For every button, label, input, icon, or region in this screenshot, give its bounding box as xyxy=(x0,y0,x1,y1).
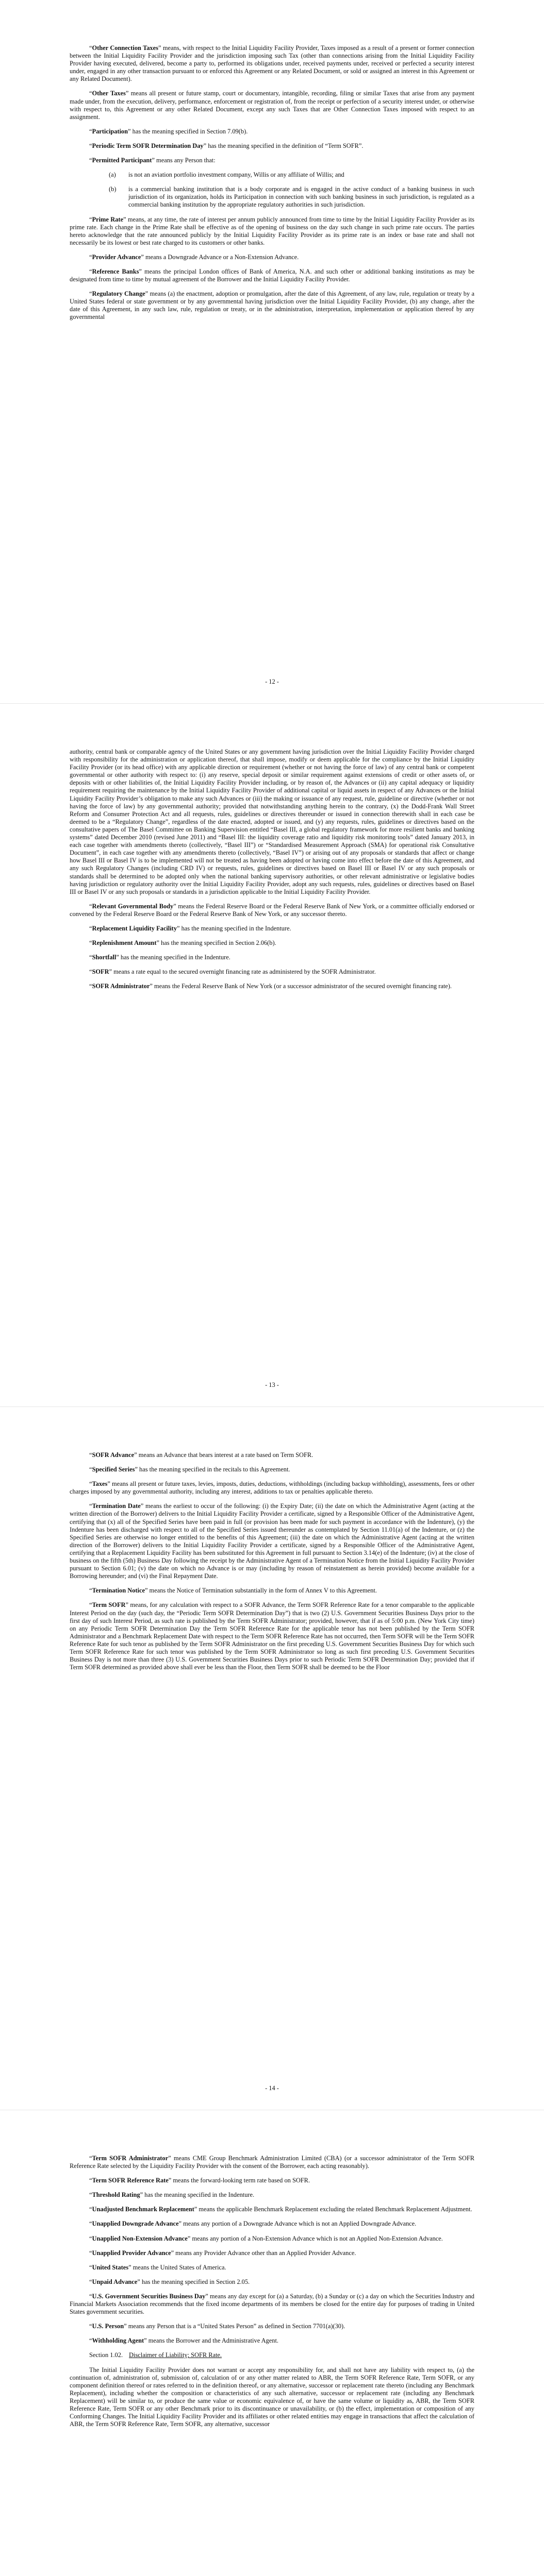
defined-term: SOFR Administrator xyxy=(92,982,150,990)
defined-term: Other Connection Taxes xyxy=(92,44,158,52)
defined-term: SOFR xyxy=(92,968,109,976)
definition-paragraph: “Specified Series” has the meaning specified in the recitals to this Agreement. xyxy=(89,1466,290,1473)
paragraph-text: means, with respect to the Initial Liquidity Facility Provider, Taxes imposed as a result of a present or former connection between the Initial Liquidity Facility Provider and the jurisdiction imposing such Tax (other than connections arising from the Initial Liquidity Facility Provider having executed, delivered, become a party to, performed its obligations under, received payments under, received or perfected a security interest under, engaged in any other transaction pursuant to or enforced this Agreement or any Related Document, or sold or assigned an interest in this Agreement or any Related Document). xyxy=(70,44,474,83)
definition-paragraph: “Term SOFR” means, for any calculation with respect to a SOFR Advance, the Term SOFR Reference Rate for a tenor comparable to the applicable Interest Period on the day (such day, the “Periodic Term SOFR Determination Day”) that is two (2) U.S. Government Securities Business Days prior to the first day of such Interest Period, as such rate is published by the Term SOFR Administrator; provided, however, that if as of 5:00 p.m. (New York City time) on any Periodic Term SOFR Determination Day the Term SOFR Reference Rate for the applicable tenor has not been published by the Term SOFR Administrator and a Benchmark Replacement Date with respect to the Term SOFR Reference Rate has not occurred, then Term SOFR will be the Term SOFR Reference Rate for such tenor as published by the Term SOFR Administrator on the first preceding U.S. Government Securities Business Day for which such Term SOFR Reference Rate for such tenor was published by the Term SOFR Administrator so long as such first preceding U.S. Government Securities Business Day is not more than three (3) U.S. Government Securities Business Days prior to such Periodic Term SOFR Determination Day; provided that if Term SOFR determined as provided above shall ever be less than the Floor, then Term SOFR shall be deemed to be the Floor xyxy=(70,1601,474,1671)
defined-term: U.S. Government Securities Business Day xyxy=(92,2292,206,2300)
paragraph-text: has the meaning specified in the Indenture. xyxy=(179,924,291,932)
defined-term: Participation xyxy=(92,127,128,135)
definition-paragraph: “Other Taxes” means all present or future stamp, court or documentary, intangible, recording, filing or similar Taxes that arise from any payment made under, from the execution, delivery, performance, enforcement or registration of, from the receipt or perfection of a security interest under, or otherwise with respect to, this Agreement or any other Related Document, except any such Taxes that are Other Connection Taxes imposed with respect to an assignment. xyxy=(70,90,474,121)
definition-paragraph: “Withholding Agent” means the Borrower and the Administrative Agent. xyxy=(89,2337,278,2345)
defined-term: Shortfall xyxy=(92,954,117,961)
list-item xyxy=(109,185,474,209)
definition-paragraph: “Unapplied Non-Extension Advance” means any portion of a Non-Extension Advance which is not an Applied Non-Extension Advance. xyxy=(89,2234,443,2242)
paragraph-text: means the Borrower and the Administrative Agent. xyxy=(146,2337,278,2345)
paragraph-text: means any Person that is a “United States Person” as defined in Section 7701(a)(30). xyxy=(126,2323,345,2330)
defined-term: Term SOFR xyxy=(92,1601,126,1609)
definition-paragraph: “Prime Rate” means, at any time, the rate of interest per annum publicly announced from time to time by the Initial Liquidity Facility Provider as its prime rate. Each change in the Prime Rate shall be effective as of the opening of business on the day such change in such prime rate occurs. The parties hereto acknowledge that the rate announced publicly by the Initial Liquidity Facility Provider as its prime rate is an index or base rate and shall not necessarily be its lowest or best rate charged to its customers or other banks. xyxy=(70,215,475,246)
definition-paragraph: “U.S. Government Securities Business Day” means any day except for (a) a Saturday, (b) a Sunday or (c) a day on which the Securities Industry and Financial Markets Association recommends that the fixed income departments of its members be closed for the entire day for purposes of trading in United States government securities. xyxy=(70,2292,475,2316)
definition-paragraph: “Threshold Rating” has the meaning specified in the Indenture. xyxy=(89,2191,255,2199)
page-number: - 14 - xyxy=(265,2084,279,2092)
defined-term: Permitted Participant xyxy=(92,157,152,164)
paragraph-text: has the meaning specified in the Indenture. xyxy=(119,954,230,961)
paragraph-text: has the meaning specified in Section 7.09(b). xyxy=(130,127,248,135)
definition-paragraph: “Termination Notice” means the Notice of Termination substantially in the form of Annex V to this Agreement. xyxy=(89,1587,377,1595)
paragraph-text: means any day except for (a) a Saturday, (b) a Sunday or (c) a day on which the Securities Industry and Financial Markets Association recommends that the fixed income departments of its members be closed for the entire day for purposes of trading in United States government securities. xyxy=(70,2292,475,2316)
paragraph-text: means a Downgrade Advance or a Non-Extension Advance. xyxy=(143,253,299,261)
definition-paragraph: “Taxes” means all present or future taxes, levies, imposts, duties, deductions, withholdings (including backup withholding), assessments, fees or other charges imposed by any governmental authority, including any interest, additions to tax or penalties applicable thereto. xyxy=(70,1480,474,1496)
paragraph xyxy=(70,748,474,896)
list-item xyxy=(109,171,474,179)
defined-term: Taxes xyxy=(92,1480,108,1488)
defined-term: Regulatory Change xyxy=(92,290,145,298)
paragraph-text: means, for any calculation with respect to a SOFR Advance, the Term SOFR Reference Rate for a tenor comparable to the applicable Interest Period on the day (such day, the “Periodic Term SOFR Determination Day”) that is two (2) U.S. Government Securities Business Days prior to the first day of such Interest Period, as such rate is published by the Term SOFR Administrator; provided, however, that if as of 5:00 p.m. (New York City time) on any Periodic Term SOFR Determination Day the Term SOFR Reference Rate for the applicable tenor has not been published by the Term SOFR Administrator and a Benchmark Replacement Date with respect to the Term SOFR Reference Rate has not occurred, then Term SOFR will be the Term SOFR Reference Rate for such tenor as published by the Term SOFR Administrator on the first preceding U.S. Government Securities Business Day for which such Term SOFR Reference Rate for such tenor was published by the Term SOFR Administrator so long as such first preceding U.S. Government Securities Business Day is not more than three (3) U.S. Government Securities Business Days prior to such Periodic Term SOFR Determination Day; provided that if Term SOFR determined as provided above shall ever be less than the Floor, then Term SOFR shall be deemed to be the Floor xyxy=(70,1601,474,1671)
definition-paragraph: “Unapplied Downgrade Advance” means any portion of a Downgrade Advance which is not an Applied Downgrade Advance. xyxy=(89,2220,417,2228)
paragraph-text: means the earliest to occur of the following: (i) the Expiry Date; (ii) the date on which the Administrative Agent (acting at the written direction of the Borrower) delivers to the Initial Liquidity Facility Provider a certificate, signed by a Responsible Officer of the Administrative Agent, certifying that (x) all of the Specified Series have been paid in full (or provision has been made for such payment in accordance with the Indenture), (y) the Indenture has been discharged with respect to all of the Specified Series issued thereunder as contemplated by Section 11.01(a) of the Indenture, or (z) the Specified Series are otherwise no longer entitled to the benefits of this Agreement; (iii) the date on which the Administrative Agent (acting at the written direction of the Borrower) delivers to the Initial Liquidity Facility Provider a certificate, signed by a Responsible Officer of the Administrative Agent, certifying that a Replacement Liquidity Facility has been substituted for this Agreement in full pursuant to Section 3.14(e) of the Indenture; (iv) at the close of business on the fifth (5th) Business Day following the receipt by the Administrative Agent of a Termination Notice from the Initial Liquidity Facility Provider pursuant to Section 6.01; (v) the date on which no Advance is or may (including by reason of reinstatement as herein provided) become available for a Borrowing hereunder; and (vi) the Final Repayment Date. xyxy=(70,1502,475,1580)
paragraph-text: means all present or future taxes, levies, imposts, duties, deductions, withholdings (including backup withholding), assessments, fees or other charges imposed by any governmental authority, including any interest, additions to tax or penalties applicable thereto. xyxy=(70,1480,474,1496)
paragraph-text: means the United States of America. xyxy=(131,2263,226,2271)
document-page xyxy=(0,0,544,703)
list-item-label: (b) xyxy=(109,185,117,193)
paragraph-text: means the principal London offices of Bank of America, N.A. and such other or additional banking institutions as may be designated from time to time by mutual agreement of the Borrower and the Initial Liquidity Facility Provider. xyxy=(70,267,474,283)
definition-paragraph: “Term SOFR Administrator” means CME Group Benchmark Administration Limited (CBA) (or a successor administrator of the Term SOFR Reference Rate selected by the Liquidity Facility Provider with the consent of the Borrower, each acting reasonably). xyxy=(70,2155,474,2170)
definition-paragraph: “Participation” has the meaning specified in Section 7.09(b). xyxy=(89,127,248,135)
paragraph-text: means the forward-looking term rate based on SOFR. xyxy=(171,2177,310,2184)
paragraph-text: authority, central bank or comparable agency of the United States or any government having jurisdiction over the Initial Liquidity Facility Provider charged with responsibility for the administration or application thereof, that shall impose, modify or deem applicable for the compliance by the Initial Liquidity Facility Provider (or its head office) with any applicable direction or requirement (whether or not having the force of law) of any central bank or competent governmental or other authority with respect to: (i) any reserve, special deposit or similar requirement against extensions of credit or other assets of, or deposits with or other liabilities of, the Initial Liquidity Facility Provider including, or by reason of, the Advances or (ii) any capital adequacy or liquidity requirement requiring the maintenance by the Initial Liquidity Facility Provider of additional capital or liquid assets in respect of any Advances or the Initial Liquidity Facility Provider’s obligation to make any such Advances or (iii) the making or issuance of any request, rule, guideline or directive (whether or not having the force of law) by any governmental authority; provided that notwithstanding anything herein to the contrary, (x) the Dodd-Frank Wall Street Reform and Consumer Protection Act and all requests, rules, guidelines or directives thereunder or issued in connection therewith shall in each case be deemed to be a “Regulatory Change”, regardless of the date enacted, adopted or issued, and (y) any requests, rules, guidelines or directives based on the consultative papers of The Basel Committee on Banking Supervision entitled “Basel III, a global regulatory framework for more resilient banks and banking systems” dated December 2010 (revised June 2011) and “Basel III: the liquidity coverage ratio and liquidity risk monitoring tools” dated January 2013, in each case together with amendments thereto (collectively, “Basel III”) or “Standardised Measurement Approach (SMA) for operational risk Consultative Document”, in each case together with any amendments thereto (collectively, “Basel IV”) or arising out of any proposals or standards that affect or change how Basel III or Basel IV is to be implemented will not be treated as having been adopted or having come into effect before the date of this Agreement, and any such Regulatory Changes (including CRD IV) or requests, rules, guidelines or directives based on Basel III or Basel IV or any such proposals or standards shall be determined to be adopted only when the national banking supervisory authorities, or other relevant administrative or legislative bodies having jurisdiction or regulatory authority over the Initial Liquidity Facility Provider, adopt any such requests, rules, guidelines or directives based on Basel III or Basel IV or any such proposals or standards in a jurisdiction applicable to the Initial Liquidity Facility Provider. xyxy=(70,748,474,895)
definition-paragraph: “Regulatory Change” means (a) the enactment, adoption or promulgation, after the date of this Agreement, of any law, rule, regulation or treaty by a United States federal or state government or by any governmental having jurisdiction over the Initial Liquidity Facility Provider, (b) any change, after the date of this Agreement, in any such law, rule, regulation or treaty, or in the administration, interpretation, implementation or application thereof by any governmental xyxy=(70,290,474,321)
paragraph-text: means CME Group Benchmark Administration Limited (CBA) (or a successor administrator of the Term SOFR Reference Rate selected by the Liquidity Facility Provider with the consent of the Borrower, each acting reasonably). xyxy=(70,2155,474,2170)
definition-paragraph: “Replacement Liquidity Facility” has the meaning specified in the Indenture. xyxy=(89,924,291,932)
defined-term: U.S. Person xyxy=(92,2323,124,2330)
defined-term: Relevant Governmental Body xyxy=(92,902,174,910)
definition-paragraph: “United States” means the United States of America. xyxy=(89,2263,226,2271)
definition-paragraph: “Term SOFR Reference Rate” means the forward-looking term rate based on SOFR. xyxy=(89,2177,310,2184)
section-heading xyxy=(89,2351,474,2359)
defined-term: Unadjusted Benchmark Replacement xyxy=(92,2206,194,2213)
defined-term: Unapplied Downgrade Advance xyxy=(92,2220,179,2228)
defined-term: Withholding Agent xyxy=(92,2337,144,2345)
defined-term: Term SOFR Administrator xyxy=(92,2155,169,2162)
paragraph-text: means any Provider Advance other than an Applied Provider Advance. xyxy=(174,2249,356,2257)
document-page xyxy=(0,2110,544,2576)
definition-paragraph: “Replenishment Amount” has the meaning specified in Section 2.06(b). xyxy=(89,939,276,947)
definition-paragraph: “Relevant Governmental Body” means the Federal Reserve Board or the Federal Reserve Bank of New York, or a committee officially endorsed or convened by the Federal Reserve Board or the Federal Reserve Bank of New York, or any successor thereto. xyxy=(70,902,474,918)
definition-paragraph: “Unapplied Provider Advance” means any Provider Advance other than an Applied Provider Advance. xyxy=(89,2249,356,2257)
paragraph-text: means, at any time, the rate of interest per annum publicly announced from time to time by the Initial Liquidity Facility Provider as its prime rate. Each change in the Prime Rate shall be effective as of the opening of business on the day such change in such prime rate occurs. The parties hereto acknowledge that the rate announced publicly by the Initial Liquidity Facility Provider as its prime rate is an index or base rate and shall not necessarily be its lowest or best rate charged to its customers or other banks. xyxy=(70,215,475,246)
page-number: - 12 - xyxy=(265,678,279,685)
defined-term: Other Taxes xyxy=(92,90,126,97)
list-item-text: is not an aviation portfolio investment company, Willis or any affiliate of Willis; and xyxy=(128,171,344,179)
defined-term: Term SOFR Reference Rate xyxy=(92,2177,169,2184)
paragraph-text: means the Federal Reserve Board or the Federal Reserve Bank of New York, or a committee officially endorsed or convened by the Federal Reserve Board or the Federal Reserve Bank of New York, or any successor thereto. xyxy=(70,902,474,918)
defined-term: Termination Date xyxy=(92,1502,141,1510)
defined-term: Unapplied Provider Advance xyxy=(92,2249,171,2257)
defined-term: Replenishment Amount xyxy=(92,939,157,947)
paragraph-text: has the meaning specified in the definition of “Term SOFR”. xyxy=(206,142,364,149)
paragraph-text: means an Advance that bears interest at a rate based on Term SOFR. xyxy=(137,1451,314,1459)
paragraph-text: means any portion of a Non-Extension Advance which is not an Applied Non-Extension Advance. xyxy=(190,2234,443,2242)
section-title: Disclaimer of Liability; SOFR Rate. xyxy=(129,2351,222,2359)
defined-term: Reference Banks xyxy=(92,267,139,275)
paragraph-text: means any portion of a Downgrade Advance which is not an Applied Downgrade Advance. xyxy=(182,2220,417,2228)
paragraph-text: means a rate equal to the secured overnight financing rate as administered by the SOFR Administrator. xyxy=(112,968,376,976)
defined-term: Periodic Term SOFR Determination Day xyxy=(92,142,204,149)
section-number: Section 1.02. xyxy=(89,2351,123,2359)
definition-paragraph: “Periodic Term SOFR Determination Day” has the meaning specified in the definition of “Term SOFR”. xyxy=(89,142,364,149)
paragraph-text: means all present or future stamp, court or documentary, intangible, recording, filing or similar Taxes that arise from any payment made under, from the execution, delivery, performance, enforcement or registration of, from the receipt or perfection of a security interest under, or otherwise with respect to, this Agreement or any other Related Document, except any such Taxes that are Other Connection Taxes imposed with respect to an assignment. xyxy=(70,90,474,121)
paragraph-text: has the meaning specified in Section 2.06(b). xyxy=(159,939,276,947)
document-page xyxy=(0,1406,544,2110)
defined-term: Provider Advance xyxy=(92,253,141,261)
definition-paragraph: “Reference Banks” means the principal London offices of Bank of America, N.A. and such other or additional banking institutions as may be designated from time to time by mutual agreement of the Borrower and the Initial Liquidity Facility Provider. xyxy=(70,267,474,283)
definition-paragraph: “Termination Date” means the earliest to occur of the following: (i) the Expiry Date; (ii) the date on which the Administrative Agent (acting at the written direction of the Borrower) delivers to the Initial Liquidity Facility Provider a certificate, signed by a Responsible Officer of the Administrative Agent, certifying that (x) all of the Specified Series have been paid in full (or provision has been made for such payment in accordance with the Indenture), (y) the Indenture has been discharged with respect to all of the Specified Series issued thereunder as contemplated by Section 11.01(a) of the Indenture, or (z) the Specified Series are otherwise no longer entitled to the benefits of this Agreement; (iii) the date on which the Administrative Agent (acting at the written direction of the Borrower) delivers to the Initial Liquidity Facility Provider a certificate, signed by a Responsible Officer of the Administrative Agent, certifying that a Replacement Liquidity Facility has been substituted for this Agreement in full pursuant to Section 3.14(e) of the Indenture; (iv) at the close of business on the fifth (5th) Business Day following the receipt by the Administrative Agent of a Termination Notice from the Initial Liquidity Facility Provider pursuant to Section 6.01; (v) the date on which no Advance is or may (including by reason of reinstatement as herein provided) become available for a Borrowing hereunder; and (vi) the Final Repayment Date. xyxy=(70,1502,475,1580)
defined-term: Unpaid Advance xyxy=(92,2278,138,2285)
paragraph-text: The Initial Liquidity Facility Provider does not warrant or accept any responsibility for, and shall not have any liability with respect to, (a) the continuation of, administration of, submission of, calculation of or any other matter related to ABR, the Term SOFR Reference Rate, Term SOFR, or any component definition thereof or rates referred to in the definition thereof, or any alternative, successor or replacement rate thereto (including any Benchmark Replacement), including whether the composition or characteristics of any such alternative, successor or replacement rate (including any Benchmark Replacement) will be similar to, or produce the same value or economic equivalence of, or have the same volume or liquidity as, ABR, the Term SOFR Reference Rate, Term SOFR or any other Benchmark prior to its discontinuance or unavailability, or (b) the effect, implementation or composition of any Conforming Changes. The Initial Liquidity Facility Provider and its affiliates or other related entities may engage in transactions that affect the calculation of ABR, the Term SOFR Reference Rate, Term SOFR, any alternative, successor xyxy=(70,2366,474,2428)
definition-paragraph: “Unadjusted Benchmark Replacement” means the applicable Benchmark Replacement excluding the related Benchmark Replacement Adjustment. xyxy=(89,2206,472,2213)
defined-term: Replacement Liquidity Facility xyxy=(92,924,177,932)
paragraph-text: means any Person that: xyxy=(154,157,216,164)
defined-term: Prime Rate xyxy=(92,215,123,223)
definition-paragraph: “SOFR” means a rate equal to the secured overnight financing rate as administered by the SOFR Administrator. xyxy=(89,968,376,976)
page-number: - 13 - xyxy=(265,1381,279,1388)
paragraph xyxy=(70,2366,474,2429)
paragraph-text: means (a) the enactment, adoption or promulgation, after the date of this Agreement, of any law, rule, regulation or treaty by a United States federal or state government or by any governmental having jurisdiction over the Initial Liquidity Facility Provider, (b) any change, after the date of this Agreement, in any such law, rule, regulation or treaty, or in the administration, interpretation, implementation or application thereof by any governmental xyxy=(70,290,474,321)
definition-paragraph: “Permitted Participant” means any Person that: xyxy=(89,157,216,164)
definition-paragraph: “Other Connection Taxes” means, with respect to the Initial Liquidity Facility Provider, Taxes imposed as a result of a present or former connection between the Initial Liquidity Facility Provider and the jurisdiction imposing such Tax (other than connections arising from the Initial Liquidity Facility Provider having executed, delivered, become a party to, performed its obligations under, received payments under, received or perfected a security interest under, engaged in any other transaction pursuant to or enforced this Agreement or any Related Document, or sold or assigned an interest in this Agreement or any Related Document). xyxy=(70,44,474,83)
paragraph-text: means the Federal Reserve Bank of New York (or a successor administrator of the secured overnight financing rate). xyxy=(152,982,452,990)
defined-term: SOFR Advance xyxy=(92,1451,135,1459)
document-page xyxy=(0,703,544,1406)
paragraph-text: has the meaning specified in Section 2.05. xyxy=(140,2278,250,2285)
definition-paragraph: “Unpaid Advance” has the meaning specified in Section 2.05. xyxy=(89,2278,250,2285)
defined-term: Termination Notice xyxy=(92,1587,145,1595)
list-item-label: (a) xyxy=(109,171,116,179)
definition-paragraph: “Provider Advance” means a Downgrade Advance or a Non-Extension Advance. xyxy=(89,253,299,261)
list-item-text: is a commercial banking institution that is a body corporate and is engaged in the active conduct of a banking business in such jurisdiction of its organization, holds its Participation in connection with such banking business in such jurisdiction, is regulated as a commercial banking institution by the appropriate regulatory authorities in such jurisdiction. xyxy=(128,185,474,209)
defined-term: United States xyxy=(92,2263,129,2271)
paragraph-text: means the Notice of Termination substantially in the form of Annex V to this Agreement. xyxy=(147,1587,377,1595)
paragraph-text: has the meaning specified in the Indenture. xyxy=(143,2191,255,2199)
definition-paragraph: “U.S. Person” means any Person that is a “United States Person” as defined in Section 7701(a)(30). xyxy=(89,2323,345,2330)
paragraph-text: means the applicable Benchmark Replacement excluding the related Benchmark Replacement Adjustment. xyxy=(197,2206,472,2213)
definition-paragraph: “SOFR Advance” means an Advance that bears interest at a rate based on Term SOFR. xyxy=(89,1451,314,1459)
paragraph-text: has the meaning specified in the recitals to this Agreement. xyxy=(137,1466,290,1473)
definition-paragraph: “Shortfall” has the meaning specified in the Indenture. xyxy=(89,954,230,961)
defined-term: Unapplied Non-Extension Advance xyxy=(92,2234,188,2242)
defined-term: Threshold Rating xyxy=(92,2191,140,2199)
defined-term: Specified Series xyxy=(92,1466,135,1473)
definition-paragraph: “SOFR Administrator” means the Federal Reserve Bank of New York (or a successor administrator of the secured overnight financing rate). xyxy=(89,982,452,990)
